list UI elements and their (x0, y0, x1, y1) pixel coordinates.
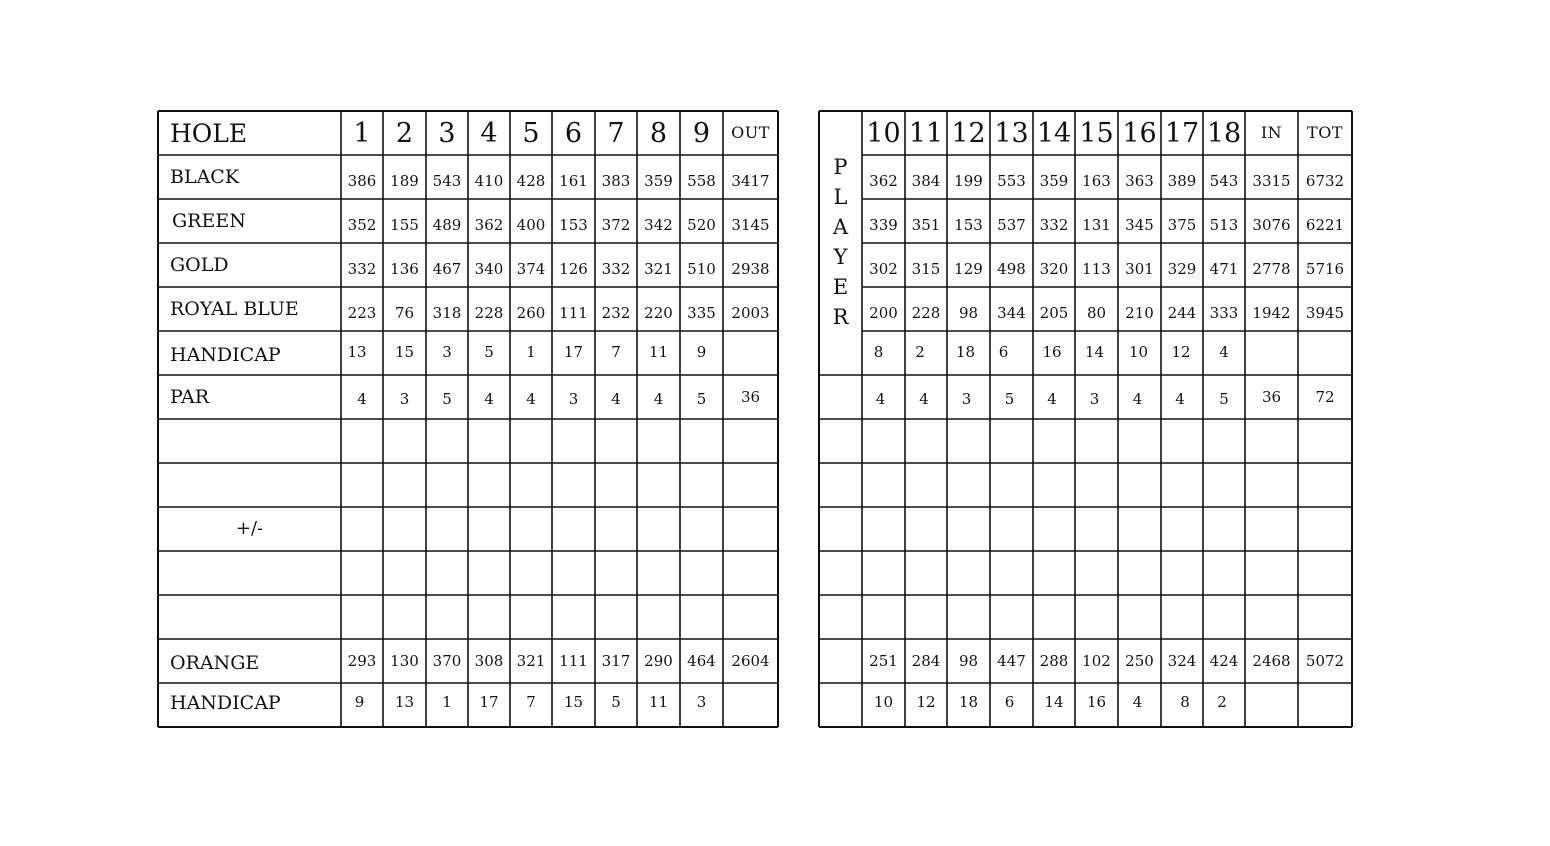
hole-number: 10 (866, 117, 901, 149)
tee-label-green: GREEN (172, 209, 246, 232)
yardage-cell: 340 (474, 259, 504, 278)
yardage-cell: 464 (687, 651, 716, 670)
yardage-cell: 210 (1125, 303, 1154, 322)
tot-total-cell (1298, 680, 1352, 724)
tot-total-cell: 5072 (1305, 651, 1345, 670)
handicap-cell: 10 (873, 692, 894, 711)
tot-total-cell: 6221 (1305, 215, 1345, 234)
par-cell: 4 (653, 389, 664, 408)
out-total-cell: 3145 (731, 215, 770, 234)
yardage-cell: 155 (390, 215, 419, 234)
hole-number: 15 (1079, 117, 1114, 149)
player-label (819, 152, 862, 342)
yardage-cell: 161 (559, 171, 588, 190)
yardage-cell: 315 (911, 259, 941, 278)
yardage-cell: 98 (958, 303, 979, 322)
handicap-cell: 16 (1042, 342, 1062, 361)
yardage-cell: 293 (347, 651, 377, 670)
handicap-cell: 16 (1086, 692, 1107, 711)
yardage-cell: 558 (687, 171, 716, 190)
tot-total-cell: 72 (1315, 387, 1335, 406)
handicap-cell: 7 (611, 342, 621, 361)
handicap-cell: 3 (442, 342, 452, 361)
handicap-cell: 4 (1219, 342, 1229, 361)
in-total-cell: 36 (1261, 387, 1282, 406)
out-total-cell (723, 680, 778, 724)
par-cell: 4 (526, 389, 536, 408)
in-total-cell: 3076 (1252, 215, 1291, 234)
yardage-cell: 513 (1209, 215, 1239, 234)
yardage-cell: 199 (954, 171, 983, 190)
yardage-cell: 428 (516, 171, 546, 190)
yardage-cell: 553 (997, 171, 1026, 190)
tee-label-royal-blue: ROYAL BLUE (170, 297, 299, 320)
yardage-cell: 332 (347, 259, 377, 278)
handicap-cell: 12 (916, 692, 936, 711)
yardage-cell: 163 (1082, 171, 1111, 190)
yardage-cell: 320 (1039, 259, 1069, 278)
yardage-cell: 80 (1086, 303, 1107, 322)
hole-number: 7 (607, 117, 625, 149)
par-cell: 4 (484, 389, 494, 408)
yardage-cell: 153 (954, 215, 983, 234)
par-cell: 5 (1219, 389, 1229, 408)
yardage-cell: 335 (687, 303, 716, 322)
hole-number: 9 (692, 117, 711, 149)
out-total-cell: 3417 (731, 171, 770, 190)
out-total-cell: 2938 (731, 259, 770, 278)
yardage-cell: 244 (1167, 303, 1197, 322)
handicap-cell: 11 (648, 692, 669, 711)
handicap-cell: 14 (1044, 692, 1064, 711)
yardage-cell: 98 (958, 651, 979, 670)
handicap-cell: 13 (347, 342, 367, 361)
hole-number: 2 (395, 117, 414, 149)
player-letter: E (832, 275, 849, 299)
plus-minus-label: +/- (235, 518, 264, 539)
handicap-cell: 8 (1180, 692, 1190, 711)
yardage-cell: 130 (390, 651, 419, 670)
hole-number: 6 (564, 117, 583, 149)
yardage-cell: 342 (644, 215, 673, 234)
hole-number: 3 (438, 117, 456, 149)
handicap-cell: 14 (1084, 342, 1105, 361)
yardage-cell: 126 (559, 259, 588, 278)
yardage-cell: 200 (869, 303, 898, 322)
par-cell: 5 (696, 389, 707, 408)
handicap-cell: 18 (958, 692, 979, 711)
yardage-cell: 290 (644, 651, 673, 670)
yardage-cell: 543 (1209, 171, 1239, 190)
yardage-cell: 111 (559, 303, 588, 322)
hole-number: 17 (1164, 117, 1200, 149)
yardage-cell: 375 (1167, 215, 1197, 234)
handicap-cell: 2 (1217, 692, 1227, 711)
yardage-cell: 370 (432, 651, 462, 670)
in-total-cell (1245, 680, 1298, 724)
par-cell: 5 (1004, 389, 1015, 408)
par-cell: 4 (919, 389, 929, 408)
hole-label: HOLE (170, 118, 248, 148)
yardage-cell: 332 (601, 259, 631, 278)
out-label: OUT (731, 123, 770, 142)
par-cell: 4 (875, 389, 886, 408)
yardage-cell: 324 (1167, 651, 1197, 670)
yardage-cell: 362 (474, 215, 504, 234)
out-total-cell: 2604 (731, 651, 770, 670)
yardage-cell: 260 (516, 303, 546, 322)
yardage-cell: 223 (347, 303, 377, 322)
par-cell: 3 (1089, 389, 1100, 408)
handicap-cell: 11 (648, 342, 669, 361)
player-letter: Y (833, 245, 848, 269)
tot-label: TOT (1307, 123, 1343, 142)
yardage-cell: 113 (1082, 259, 1111, 278)
hole-number: 1 (353, 117, 371, 149)
yardage-cell: 251 (869, 651, 898, 670)
in-total-cell: 2778 (1252, 259, 1291, 278)
out-total-cell: 36 (740, 387, 761, 406)
tot-total-cell (1298, 330, 1352, 374)
yardage-cell: 386 (347, 171, 377, 190)
handicap-cell: 17 (479, 692, 499, 711)
handicap-cell: 10 (1128, 342, 1149, 361)
yardage-cell: 189 (390, 171, 419, 190)
front-nine-scorecard (158, 111, 778, 727)
player-letter: L (833, 185, 848, 209)
hole-number: 13 (994, 117, 1029, 149)
yardage-cell: 543 (432, 171, 462, 190)
yardage-cell: 339 (869, 215, 898, 234)
par-label: PAR (170, 385, 210, 408)
yardage-cell: 510 (687, 259, 716, 278)
handicap-cell: 18 (955, 342, 976, 361)
par-cell: 5 (442, 389, 452, 408)
yardage-cell: 447 (997, 651, 1026, 670)
handicap-cell: 1 (526, 342, 536, 361)
yardage-cell: 363 (1125, 171, 1154, 190)
yardage-cell: 220 (644, 303, 673, 322)
yardage-cell: 389 (1167, 171, 1197, 190)
hole-number: 11 (908, 117, 944, 149)
yardage-cell: 424 (1209, 651, 1239, 670)
handicap-cell: 13 (394, 692, 415, 711)
handicap-cell: 6 (1004, 692, 1015, 711)
yardage-cell: 372 (601, 215, 631, 234)
yardage-cell: 228 (911, 303, 941, 322)
yardage-cell: 333 (1209, 303, 1239, 322)
yardage-cell: 321 (644, 259, 673, 278)
player-letter: A (832, 215, 849, 239)
handicap-cell: 3 (696, 692, 707, 711)
tot-total-cell: 5716 (1305, 259, 1345, 278)
out-total-cell: 2003 (731, 303, 770, 322)
yardage-cell: 351 (911, 215, 941, 234)
yardage-cell: 232 (601, 303, 631, 322)
in-total-cell (1245, 330, 1298, 374)
in-total-cell: 1942 (1252, 303, 1291, 322)
in-total-cell: 3315 (1252, 171, 1291, 190)
handicap-cell: 6 (998, 342, 1009, 361)
tot-total-cell: 6732 (1305, 171, 1345, 190)
yardage-cell: 318 (432, 303, 462, 322)
back-nine-scorecard (819, 111, 1352, 727)
handicap-cell: 15 (563, 692, 584, 711)
handicap-cell: 4 (1132, 692, 1143, 711)
handicap-cell: 9 (354, 692, 365, 711)
player-letter: P (833, 155, 848, 179)
tee-label-orange: ORANGE (170, 651, 260, 674)
par-cell: 4 (1047, 389, 1057, 408)
handicap-cell: 17 (563, 342, 584, 361)
yardage-cell: 131 (1082, 215, 1111, 234)
handicap-cell: 15 (394, 342, 415, 361)
hole-number: 4 (480, 117, 498, 149)
par-cell: 4 (1175, 389, 1185, 408)
tot-total-cell: 3945 (1305, 303, 1345, 322)
yardage-cell: 102 (1082, 651, 1111, 670)
out-total-cell (723, 330, 778, 374)
hole-number: 8 (649, 117, 668, 149)
yardage-cell: 228 (474, 303, 504, 322)
handicap-cell: 2 (915, 342, 925, 361)
hole-number: 16 (1122, 117, 1157, 149)
hole-number: 14 (1036, 117, 1072, 149)
handicap-cell: 9 (696, 342, 707, 361)
yardage-cell: 471 (1209, 259, 1239, 278)
yardage-cell: 352 (347, 215, 377, 234)
yardage-cell: 489 (432, 215, 462, 234)
yardage-cell: 321 (516, 651, 546, 670)
in-total-cell: 2468 (1252, 651, 1291, 670)
player-letter: R (832, 305, 849, 329)
yardage-cell: 410 (474, 171, 504, 190)
yardage-cell: 359 (1039, 171, 1069, 190)
yardage-cell: 362 (869, 171, 898, 190)
par-cell: 3 (399, 389, 410, 408)
yardage-cell: 129 (954, 259, 983, 278)
yardage-cell: 359 (644, 171, 673, 190)
yardage-cell: 329 (1167, 259, 1197, 278)
yardage-cell: 383 (601, 171, 631, 190)
in-label: IN (1260, 123, 1283, 142)
par-cell: 4 (1132, 389, 1143, 408)
par-cell: 4 (611, 389, 621, 408)
yardage-cell: 301 (1125, 259, 1154, 278)
handicap-cell: 7 (526, 692, 536, 711)
yardage-cell: 537 (997, 215, 1026, 234)
handicap-label: HANDICAP (170, 691, 281, 714)
hole-number: 12 (951, 117, 986, 149)
yardage-cell: 400 (516, 215, 546, 234)
handicap-label: HANDICAP (170, 343, 281, 366)
hole-number: 18 (1206, 117, 1242, 149)
par-cell: 4 (357, 389, 367, 408)
handicap-cell: 8 (873, 342, 884, 361)
yardage-cell: 76 (394, 303, 415, 322)
yardage-cell: 111 (559, 651, 588, 670)
yardage-cell: 498 (997, 259, 1026, 278)
handicap-cell: 12 (1171, 342, 1191, 361)
yardage-cell: 384 (911, 171, 941, 190)
yardage-cell: 317 (601, 651, 631, 670)
yardage-cell: 288 (1039, 651, 1069, 670)
tee-label-gold: GOLD (170, 253, 229, 276)
yardage-cell: 302 (869, 259, 898, 278)
handicap-cell: 5 (484, 342, 494, 361)
yardage-cell: 345 (1125, 215, 1154, 234)
yardage-cell: 332 (1039, 215, 1069, 234)
yardage-cell: 520 (687, 215, 716, 234)
yardage-cell: 344 (997, 303, 1026, 322)
yardage-cell: 153 (559, 215, 588, 234)
yardage-cell: 284 (911, 651, 941, 670)
par-cell: 3 (568, 389, 579, 408)
yardage-cell: 467 (432, 259, 462, 278)
yardage-cell: 374 (516, 259, 546, 278)
yardage-cell: 136 (390, 259, 419, 278)
yardage-cell: 250 (1125, 651, 1154, 670)
tee-label-black: BLACK (170, 165, 240, 188)
handicap-cell: 1 (442, 692, 452, 711)
yardage-cell: 308 (474, 651, 504, 670)
handicap-cell: 5 (611, 692, 621, 711)
par-cell: 3 (961, 389, 972, 408)
hole-number: 5 (522, 117, 540, 149)
yardage-cell: 205 (1039, 303, 1069, 322)
